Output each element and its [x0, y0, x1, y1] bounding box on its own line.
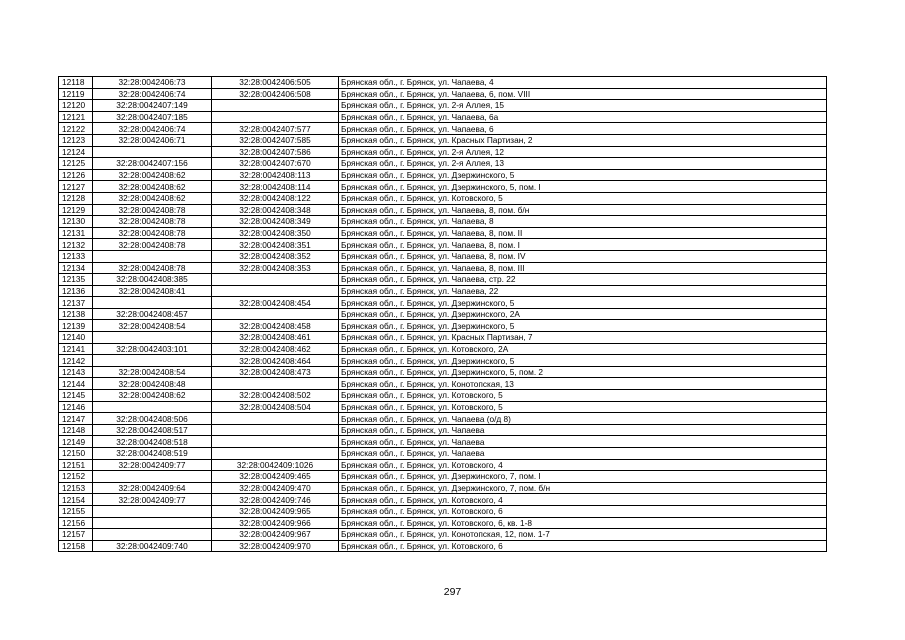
row-number-cell: 12123 [59, 134, 93, 146]
object-cadastral-number-cell: 32:28:0042409:465 [212, 471, 339, 483]
address-cell: Брянская обл., г. Брянск, ул. Чапаева, 8, пом. IV [339, 250, 827, 262]
row-number-cell: 12129 [59, 204, 93, 216]
row-number-cell: 12135 [59, 274, 93, 286]
address-cell: Брянская обл., г. Брянск, ул. Дзержинского, 2А [339, 308, 827, 320]
table-row [59, 134, 827, 146]
row-number-cell: 12156 [59, 517, 93, 529]
table-row [59, 332, 827, 344]
table-row [59, 308, 827, 320]
object-cadastral-number-cell: 32:28:0042408:461 [212, 332, 339, 344]
table-row [59, 413, 827, 425]
object-cadastral-number-cell: 32:28:0042409:966 [212, 517, 339, 529]
table-row [59, 540, 827, 552]
object-cadastral-number-cell: 32:28:0042408:122 [212, 192, 339, 204]
table-row [59, 181, 827, 193]
table-row [59, 239, 827, 251]
object-cadastral-number-cell: 32:28:0042408:454 [212, 297, 339, 309]
row-number-cell: 12140 [59, 332, 93, 344]
row-number-cell: 12121 [59, 111, 93, 123]
table-row [59, 77, 827, 89]
table-row [59, 529, 827, 541]
address-cell: Брянская обл., г. Брянск, ул. Чапаева, 8, пом. II [339, 227, 827, 239]
parcel-cadastral-number-cell: 32:28:0042406:71 [93, 134, 212, 146]
address-cell: Брянская обл., г. Брянск, ул. Чапаева, 8, пом. б/н [339, 204, 827, 216]
object-cadastral-number-cell: 32:28:0042407:585 [212, 134, 339, 146]
address-cell: Брянская обл., г. Брянск, ул. Дзержинского, 5 [339, 355, 827, 367]
parcel-cadastral-number-cell [93, 355, 212, 367]
row-number-cell: 12155 [59, 505, 93, 517]
object-cadastral-number-cell [212, 436, 339, 448]
table-row [59, 285, 827, 297]
parcel-cadastral-number-cell [93, 529, 212, 541]
parcel-cadastral-number-cell: 32:28:0042409:64 [93, 482, 212, 494]
address-cell: Брянская обл., г. Брянск, ул. Котовского, 4 [339, 494, 827, 506]
parcel-cadastral-number-cell: 32:28:0042408:519 [93, 448, 212, 460]
row-number-cell: 12142 [59, 355, 93, 367]
table-row [59, 146, 827, 158]
parcel-cadastral-number-cell: 32:28:0042403:101 [93, 343, 212, 355]
row-number-cell: 12144 [59, 378, 93, 390]
table-row [59, 401, 827, 413]
parcel-cadastral-number-cell: 32:28:0042408:518 [93, 436, 212, 448]
row-number-cell: 12154 [59, 494, 93, 506]
object-cadastral-number-cell: 32:28:0042408:351 [212, 239, 339, 251]
parcel-cadastral-number-cell: 32:28:0042408:78 [93, 262, 212, 274]
parcel-cadastral-number-cell: 32:28:0042408:78 [93, 216, 212, 228]
row-number-cell: 12146 [59, 401, 93, 413]
row-number-cell: 12147 [59, 413, 93, 425]
table-row [59, 320, 827, 332]
row-number-cell: 12153 [59, 482, 93, 494]
parcel-cadastral-number-cell: 32:28:0042408:78 [93, 227, 212, 239]
address-cell: Брянская обл., г. Брянск, ул. Чапаева [339, 424, 827, 436]
parcel-cadastral-number-cell: 32:28:0042408:62 [93, 390, 212, 402]
table-row [59, 482, 827, 494]
address-cell: Брянская обл., г. Брянск, ул. 2-я Аллея, 13 [339, 158, 827, 170]
address-cell: Брянская обл., г. Брянск, ул. Чапаева, 8, пом. I [339, 239, 827, 251]
object-cadastral-number-cell [212, 285, 339, 297]
object-cadastral-number-cell [212, 413, 339, 425]
table-row [59, 424, 827, 436]
address-cell: Брянская обл., г. Брянск, ул. 2-я Аллея, 12 [339, 146, 827, 158]
parcel-cadastral-number-cell: 32:28:0042408:62 [93, 192, 212, 204]
table-row [59, 227, 827, 239]
row-number-cell: 12152 [59, 471, 93, 483]
parcel-cadastral-number-cell: 32:28:0042406:74 [93, 123, 212, 135]
object-cadastral-number-cell: 32:28:0042408:352 [212, 250, 339, 262]
object-cadastral-number-cell: 32:28:0042409:967 [212, 529, 339, 541]
object-cadastral-number-cell [212, 448, 339, 460]
parcel-cadastral-number-cell: 32:28:0042407:149 [93, 100, 212, 112]
address-cell: Брянская обл., г. Брянск, ул. Чапаева, 6а [339, 111, 827, 123]
table-row [59, 505, 827, 517]
table-row [59, 297, 827, 309]
parcel-cadastral-number-cell: 32:28:0042408:62 [93, 181, 212, 193]
row-number-cell: 12148 [59, 424, 93, 436]
object-cadastral-number-cell: 32:28:0042408:348 [212, 204, 339, 216]
object-cadastral-number-cell: 32:28:0042407:670 [212, 158, 339, 170]
table-body [59, 77, 827, 552]
address-cell: Брянская обл., г. Брянск, ул. Чапаева, 8, пом. III [339, 262, 827, 274]
parcel-cadastral-number-cell: 32:28:0042408:48 [93, 378, 212, 390]
parcel-cadastral-number-cell: 32:28:0042408:41 [93, 285, 212, 297]
object-cadastral-number-cell [212, 100, 339, 112]
object-cadastral-number-cell: 32:28:0042409:470 [212, 482, 339, 494]
table-row [59, 250, 827, 262]
row-number-cell: 12131 [59, 227, 93, 239]
row-number-cell: 12151 [59, 459, 93, 471]
address-cell: Брянская обл., г. Брянск, ул. Чапаева (о/д 8) [339, 413, 827, 425]
row-number-cell: 12120 [59, 100, 93, 112]
table-row [59, 262, 827, 274]
row-number-cell: 12133 [59, 250, 93, 262]
object-cadastral-number-cell: 32:28:0042408:464 [212, 355, 339, 367]
parcel-cadastral-number-cell [93, 146, 212, 158]
table-row [59, 274, 827, 286]
page-number: 297 [443, 586, 462, 598]
parcel-cadastral-number-cell [93, 517, 212, 529]
object-cadastral-number-cell [212, 308, 339, 320]
address-cell: Брянская обл., г. Брянск, ул. Дзержинского, 5 [339, 320, 827, 332]
address-cell: Брянская обл., г. Брянск, ул. Котовского, 5 [339, 192, 827, 204]
address-cell: Брянская обл., г. Брянск, ул. Котовского, 6, кв. 1-8 [339, 517, 827, 529]
table-row [59, 123, 827, 135]
address-cell: Брянская обл., г. Брянск, ул. Чапаева [339, 436, 827, 448]
address-cell: Брянская обл., г. Брянск, ул. Дзержинского, 7, пом. I [339, 471, 827, 483]
parcel-cadastral-number-cell: 32:28:0042408:457 [93, 308, 212, 320]
row-number-cell: 12128 [59, 192, 93, 204]
row-number-cell: 12118 [59, 77, 93, 89]
address-cell: Брянская обл., г. Брянск, ул. Дзержинского, 7, пом. б/н [339, 482, 827, 494]
table-row [59, 517, 827, 529]
address-cell: Брянская обл., г. Брянск, ул. Дзержинского, 5, пом. 2 [339, 366, 827, 378]
address-cell: Брянская обл., г. Брянск, ул. Дзержинского, 5 [339, 297, 827, 309]
address-cell: Брянская обл., г. Брянск, ул. Конотопская, 13 [339, 378, 827, 390]
address-cell: Брянская обл., г. Брянск, ул. Чапаева [339, 448, 827, 460]
parcel-cadastral-number-cell [93, 297, 212, 309]
parcel-cadastral-number-cell [93, 505, 212, 517]
parcel-cadastral-number-cell: 32:28:0042406:73 [93, 77, 212, 89]
address-cell: Брянская обл., г. Брянск, ул. Котовского, 5 [339, 390, 827, 402]
table-row [59, 216, 827, 228]
row-number-cell: 12138 [59, 308, 93, 320]
address-cell: Брянская обл., г. Брянск, ул. Котовского, 6 [339, 540, 827, 552]
address-cell: Брянская обл., г. Брянск, ул. 2-я Аллея, 15 [339, 100, 827, 112]
object-cadastral-number-cell: 32:28:0042408:353 [212, 262, 339, 274]
row-number-cell: 12127 [59, 181, 93, 193]
address-cell: Брянская обл., г. Брянск, ул. Красных Партизан, 2 [339, 134, 827, 146]
address-cell: Брянская обл., г. Брянск, ул. Котовского, 4 [339, 459, 827, 471]
table-row [59, 366, 827, 378]
row-number-cell: 12143 [59, 366, 93, 378]
object-cadastral-number-cell: 32:28:0042408:502 [212, 390, 339, 402]
parcel-cadastral-number-cell: 32:28:0042408:506 [93, 413, 212, 425]
row-number-cell: 12139 [59, 320, 93, 332]
object-cadastral-number-cell: 32:28:0042408:462 [212, 343, 339, 355]
object-cadastral-number-cell: 32:28:0042408:350 [212, 227, 339, 239]
address-cell: Брянская обл., г. Брянск, ул. Дзержинского, 5 [339, 169, 827, 181]
parcel-cadastral-number-cell [93, 471, 212, 483]
address-cell: Брянская обл., г. Брянск, ул. Чапаева, стр. 22 [339, 274, 827, 286]
row-number-cell: 12126 [59, 169, 93, 181]
parcel-cadastral-number-cell: 32:28:0042409:740 [93, 540, 212, 552]
parcel-cadastral-number-cell: 32:28:0042406:74 [93, 88, 212, 100]
parcel-cadastral-number-cell: 32:28:0042408:517 [93, 424, 212, 436]
table-row [59, 169, 827, 181]
object-cadastral-number-cell: 32:28:0042409:1026 [212, 459, 339, 471]
object-cadastral-number-cell: 32:28:0042409:746 [212, 494, 339, 506]
parcel-cadastral-number-cell: 32:28:0042408:78 [93, 204, 212, 216]
table-row [59, 111, 827, 123]
object-cadastral-number-cell [212, 424, 339, 436]
table-row [59, 448, 827, 460]
object-cadastral-number-cell: 32:28:0042408:504 [212, 401, 339, 413]
address-cell: Брянская обл., г. Брянск, ул. Котовского, 2А [339, 343, 827, 355]
object-cadastral-number-cell: 32:28:0042408:473 [212, 366, 339, 378]
address-cell: Брянская обл., г. Брянск, ул. Чапаева, 6, пом. VIII [339, 88, 827, 100]
row-number-cell: 12130 [59, 216, 93, 228]
parcel-cadastral-number-cell [93, 250, 212, 262]
table-row [59, 390, 827, 402]
row-number-cell: 12149 [59, 436, 93, 448]
row-number-cell: 12150 [59, 448, 93, 460]
object-cadastral-number-cell: 32:28:0042408:114 [212, 181, 339, 193]
address-cell: Брянская обл., г. Брянск, ул. Чапаева, 22 [339, 285, 827, 297]
row-number-cell: 12119 [59, 88, 93, 100]
table-row [59, 158, 827, 170]
object-cadastral-number-cell: 32:28:0042408:349 [212, 216, 339, 228]
object-cadastral-number-cell: 32:28:0042406:508 [212, 88, 339, 100]
table-row [59, 343, 827, 355]
address-cell: Брянская обл., г. Брянск, ул. Чапаева, 4 [339, 77, 827, 89]
address-cell: Брянская обл., г. Брянск, ул. Красных Партизан, 7 [339, 332, 827, 344]
address-cell: Брянская обл., г. Брянск, ул. Котовского, 5 [339, 401, 827, 413]
row-number-cell: 12134 [59, 262, 93, 274]
object-cadastral-number-cell [212, 378, 339, 390]
address-cell: Брянская обл., г. Брянск, ул. Чапаева, 6 [339, 123, 827, 135]
table-row [59, 192, 827, 204]
table-row [59, 378, 827, 390]
object-cadastral-number-cell [212, 111, 339, 123]
table-row [59, 204, 827, 216]
parcel-cadastral-number-cell: 32:28:0042407:185 [93, 111, 212, 123]
parcel-cadastral-number-cell: 32:28:0042408:54 [93, 366, 212, 378]
object-cadastral-number-cell: 32:28:0042407:586 [212, 146, 339, 158]
object-cadastral-number-cell: 32:28:0042409:970 [212, 540, 339, 552]
row-number-cell: 12145 [59, 390, 93, 402]
parcel-cadastral-number-cell: 32:28:0042408:62 [93, 169, 212, 181]
object-cadastral-number-cell: 32:28:0042408:113 [212, 169, 339, 181]
row-number-cell: 12137 [59, 297, 93, 309]
row-number-cell: 12132 [59, 239, 93, 251]
cadastral-table [58, 76, 827, 552]
table-row [59, 459, 827, 471]
object-cadastral-number-cell [212, 274, 339, 286]
table-row [59, 100, 827, 112]
address-cell: Брянская обл., г. Брянск, ул. Дзержинского, 5, пом. I [339, 181, 827, 193]
row-number-cell: 12125 [59, 158, 93, 170]
parcel-cadastral-number-cell: 32:28:0042408:54 [93, 320, 212, 332]
parcel-cadastral-number-cell [93, 401, 212, 413]
address-cell: Брянская обл., г. Брянск, ул. Конотопская, 12, пом. 1-7 [339, 529, 827, 541]
table-row [59, 436, 827, 448]
row-number-cell: 12136 [59, 285, 93, 297]
row-number-cell: 12157 [59, 529, 93, 541]
parcel-cadastral-number-cell: 32:28:0042407:156 [93, 158, 212, 170]
object-cadastral-number-cell: 32:28:0042409:965 [212, 505, 339, 517]
object-cadastral-number-cell: 32:28:0042407:577 [212, 123, 339, 135]
row-number-cell: 12158 [59, 540, 93, 552]
table-row [59, 471, 827, 483]
parcel-cadastral-number-cell: 32:28:0042409:77 [93, 459, 212, 471]
address-cell: Брянская обл., г. Брянск, ул. Чапаева, 8 [339, 216, 827, 228]
address-cell: Брянская обл., г. Брянск, ул. Котовского, 6 [339, 505, 827, 517]
table-row [59, 355, 827, 367]
parcel-cadastral-number-cell: 32:28:0042408:385 [93, 274, 212, 286]
row-number-cell: 12141 [59, 343, 93, 355]
row-number-cell: 12124 [59, 146, 93, 158]
object-cadastral-number-cell: 32:28:0042406:505 [212, 77, 339, 89]
parcel-cadastral-number-cell [93, 332, 212, 344]
table-row [59, 494, 827, 506]
object-cadastral-number-cell: 32:28:0042408:458 [212, 320, 339, 332]
row-number-cell: 12122 [59, 123, 93, 135]
table-row [59, 88, 827, 100]
parcel-cadastral-number-cell: 32:28:0042409:77 [93, 494, 212, 506]
parcel-cadastral-number-cell: 32:28:0042408:78 [93, 239, 212, 251]
